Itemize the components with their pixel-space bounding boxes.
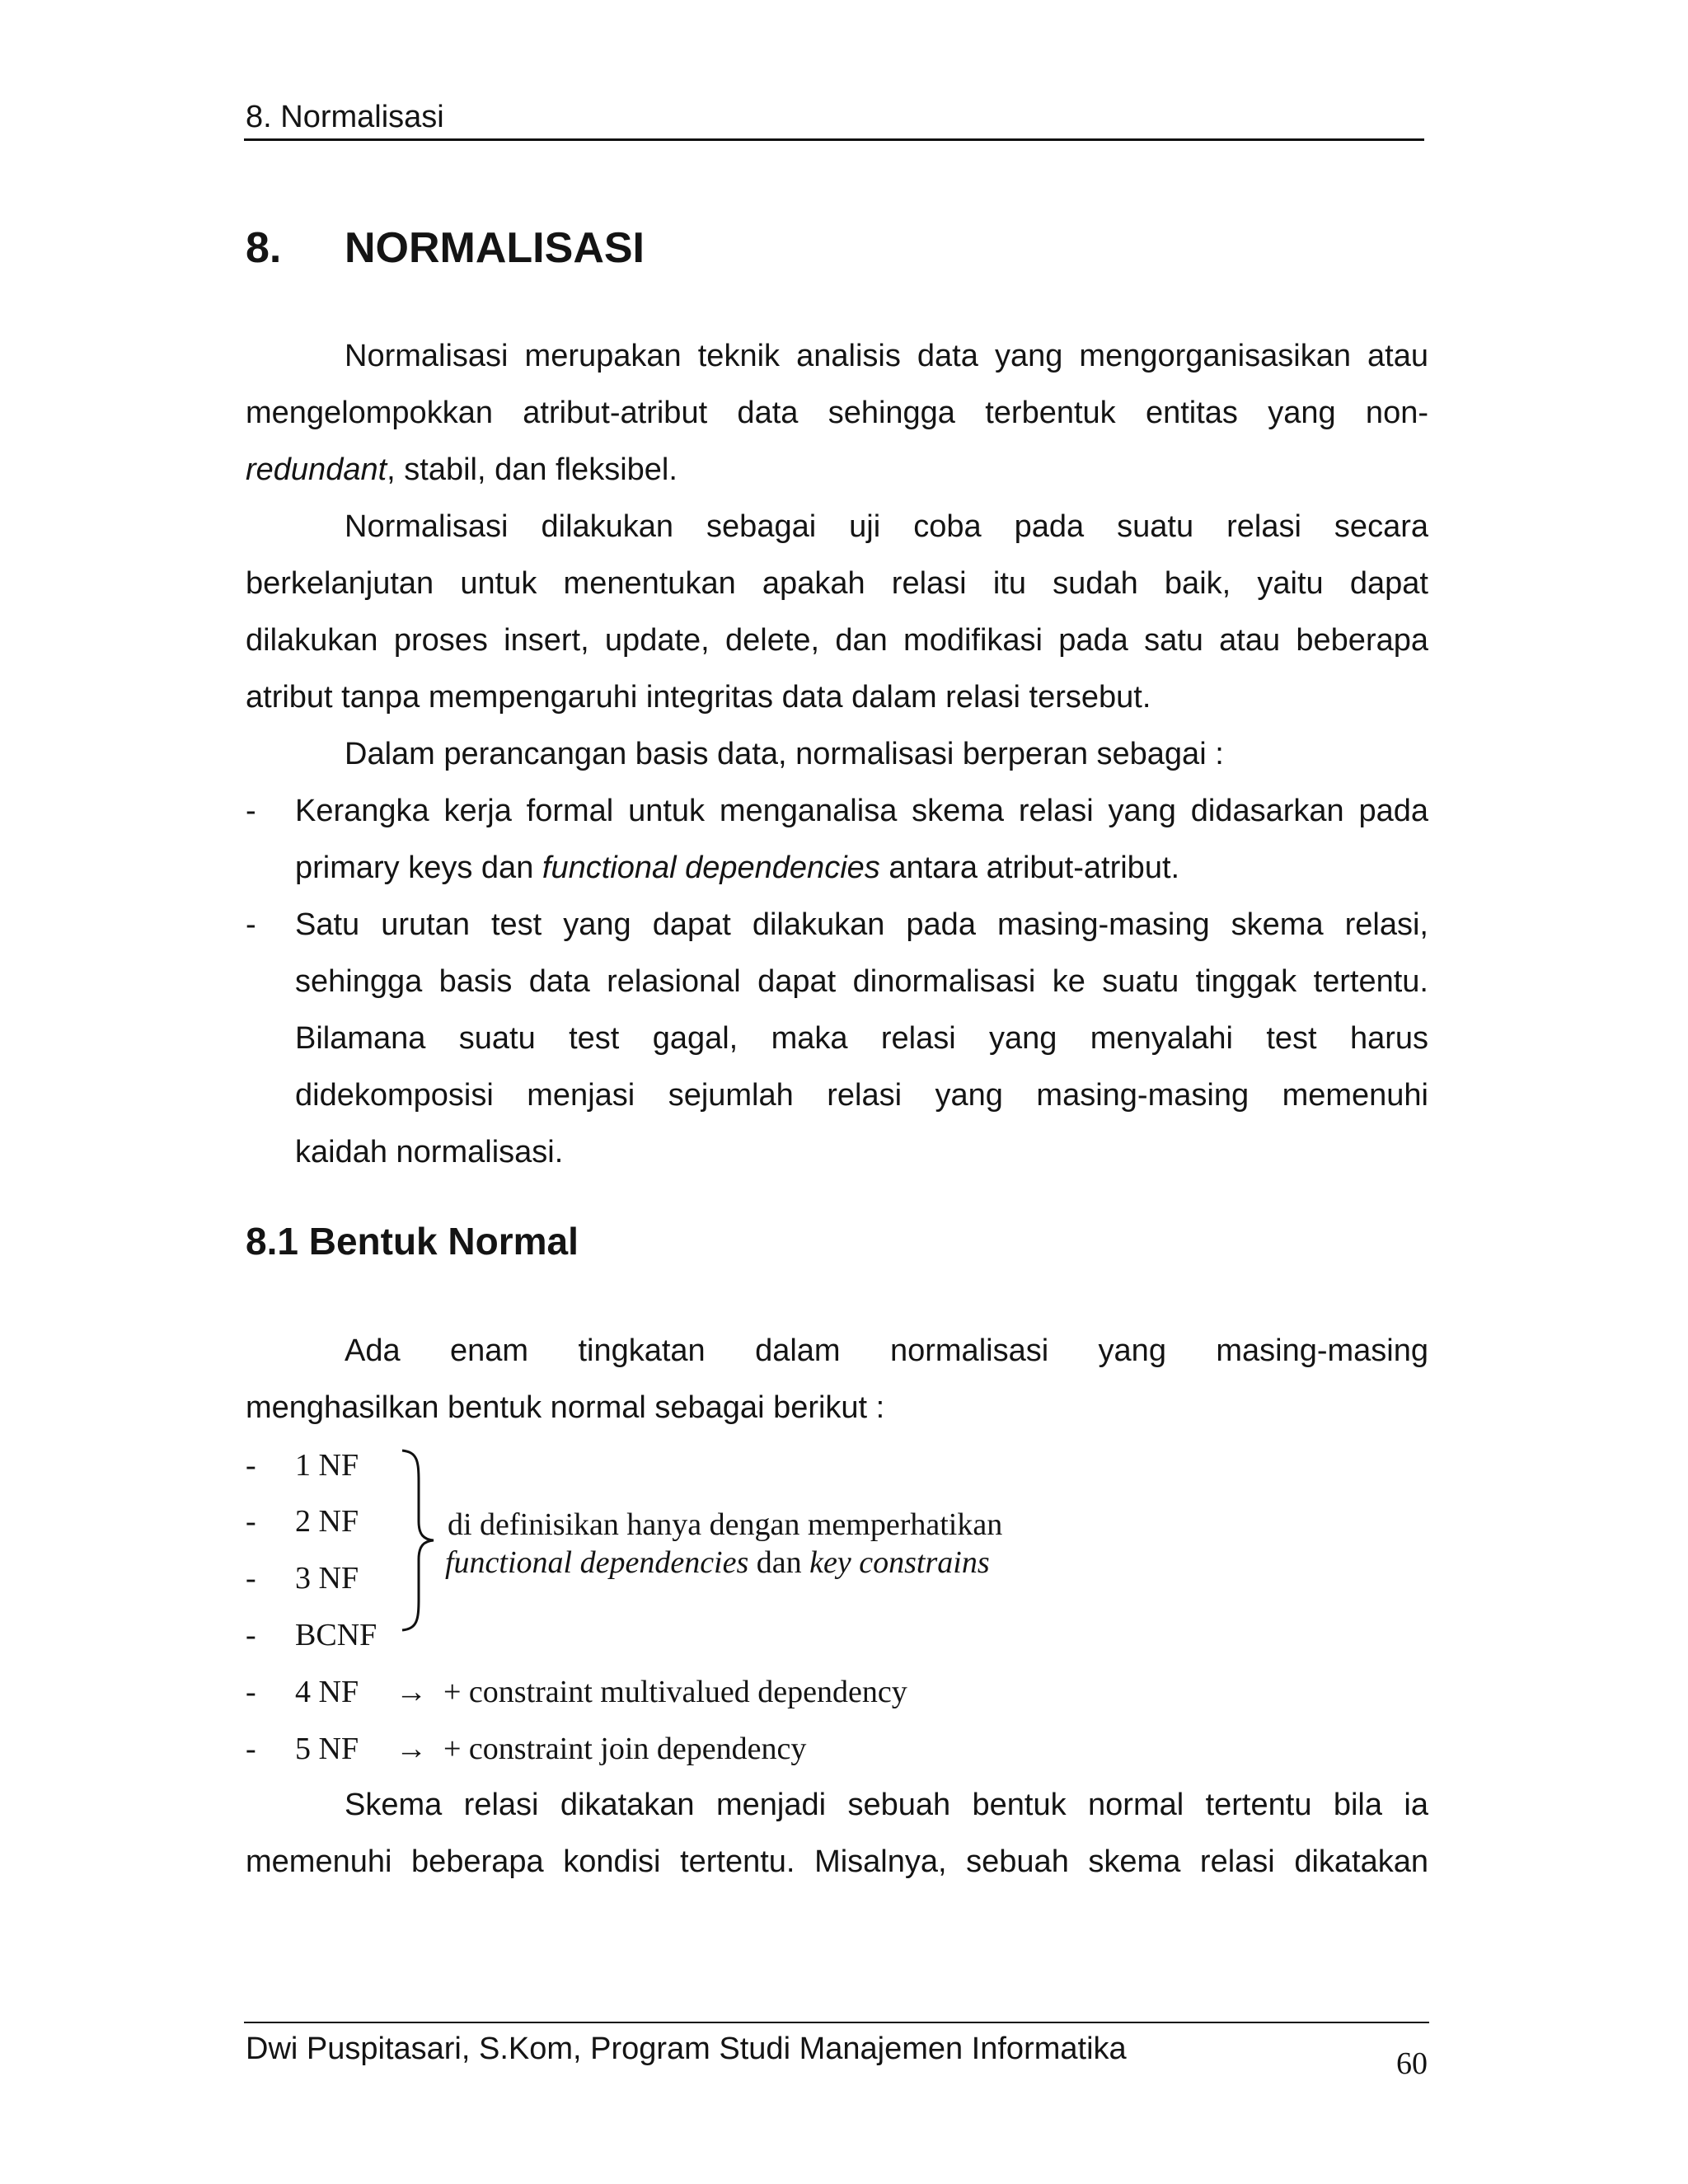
text-line: Ada enam tingkatan dalam normalisasi yang masing-masing xyxy=(345,1333,1428,1368)
text-line: mengelompokkan atribut-atribut data sehingga terbentuk entitas yang non- xyxy=(246,396,1428,430)
emphasis-text: redundant xyxy=(246,452,387,487)
list-dash: - xyxy=(246,1561,256,1596)
running-header: 8. Normalisasi xyxy=(246,100,444,134)
nf5-note: + constraint join dependency xyxy=(443,1732,807,1766)
form-item-4nf: 4 NF xyxy=(295,1675,359,1709)
text-line: didekomposisi menjasi sejumlah relasi yang masing-masing memenuhi xyxy=(295,1078,1428,1113)
brace-note-line-1: di definisikan hanya dengan memperhatikan xyxy=(448,1507,1003,1542)
form-item-bcnf: BCNF xyxy=(295,1618,377,1652)
emphasis-text: key constrains xyxy=(809,1545,990,1580)
intro-paragraph-2 xyxy=(246,499,1428,726)
text-line: Kerangka kerja formal untuk menganalisa skema relasi yang didasarkan pada xyxy=(295,794,1428,828)
page-number: 60 xyxy=(1396,2046,1428,2081)
text-line: Normalisasi dilakukan sebagai uji coba pada suatu relasi secara xyxy=(345,509,1428,544)
section-paragraph-1 xyxy=(246,1323,1428,1436)
footer-author: Dwi Puspitasari, S.Kom, Program Studi Manajemen Informatika xyxy=(246,2032,1127,2066)
form-item-2nf: 2 NF xyxy=(295,1504,359,1539)
list-dash: - xyxy=(246,1675,256,1709)
curly-brace-icon xyxy=(394,1449,443,1632)
text-line: Satu urutan test yang dapat dilakukan pada masing-masing skema relasi, xyxy=(295,907,1428,942)
text-line: berkelanjutan untuk menentukan apakah relasi itu sudah baik, yaitu dapat xyxy=(246,566,1428,601)
text-line: Bilamana suatu test gagal, maka relasi yang menyalahi test harus xyxy=(295,1021,1428,1056)
brace-note-line-2 xyxy=(445,1543,990,1582)
form-item-3nf: 3 NF xyxy=(295,1561,359,1596)
text-line: dilakukan proses insert, update, delete, dan modifikasi pada satu atau beberapa xyxy=(246,623,1428,658)
form-item-5nf: 5 NF xyxy=(295,1732,359,1766)
text-line: menghasilkan bentuk normal sebagai berikut : xyxy=(246,1390,885,1425)
bullet-item-1 xyxy=(295,783,1428,897)
bullet-dash: - xyxy=(246,794,256,828)
list-dash: - xyxy=(246,1448,256,1483)
text-line xyxy=(295,840,1428,897)
emphasis-text: functional dependencies xyxy=(542,851,880,885)
form-item-1nf: 1 NF xyxy=(295,1448,359,1483)
chapter-number: 8. xyxy=(246,224,282,272)
list-dash: - xyxy=(246,1504,256,1539)
footer-rule xyxy=(244,2022,1429,2023)
bullet-dash: - xyxy=(246,907,256,942)
section-paragraph-2 xyxy=(246,1777,1428,1891)
text-line: memenuhi beberapa kondisi tertentu. Misalnya, sebuah skema relasi dikatakan xyxy=(246,1844,1428,1879)
text-line: kaidah normalisasi. xyxy=(295,1135,564,1169)
arrow-right-icon: → xyxy=(396,1675,427,1709)
text-line: atribut tanpa mempengaruhi integritas data dalam relasi tersebut. xyxy=(246,680,1151,715)
text-line: Skema relasi dikatakan menjadi sebuah bentuk normal tertentu bila ia xyxy=(345,1788,1428,1822)
intro-paragraph-3: Dalam perancangan basis data, normalisasi berperan sebagai : xyxy=(345,737,1224,771)
chapter-title: NORMALISASI xyxy=(345,224,645,272)
list-dash: - xyxy=(246,1732,256,1766)
text-span: dan xyxy=(748,1545,810,1580)
text-span: antara atribut-atribut. xyxy=(879,851,1180,885)
header-rule xyxy=(244,138,1424,141)
intro-paragraph-1 xyxy=(246,328,1428,499)
nf4-note: + constraint multivalued dependency xyxy=(443,1675,907,1709)
list-dash: - xyxy=(246,1618,256,1652)
text-line: Normalisasi merupakan teknik analisis data yang mengorganisasikan atau xyxy=(345,339,1428,373)
arrow-right-icon: → xyxy=(396,1732,427,1766)
text-span: primary keys dan xyxy=(295,851,542,885)
bullet-item-2 xyxy=(295,897,1428,1181)
text-span: , stabil, dan fleksibel. xyxy=(387,452,678,487)
text-line xyxy=(246,442,1428,499)
section-title: 8.1 Bentuk Normal xyxy=(246,1220,579,1263)
emphasis-text: functional dependencies xyxy=(445,1545,749,1580)
text-line: sehingga basis data relasional dapat dinormalisasi ke suatu tinggak tertentu. xyxy=(295,964,1428,999)
